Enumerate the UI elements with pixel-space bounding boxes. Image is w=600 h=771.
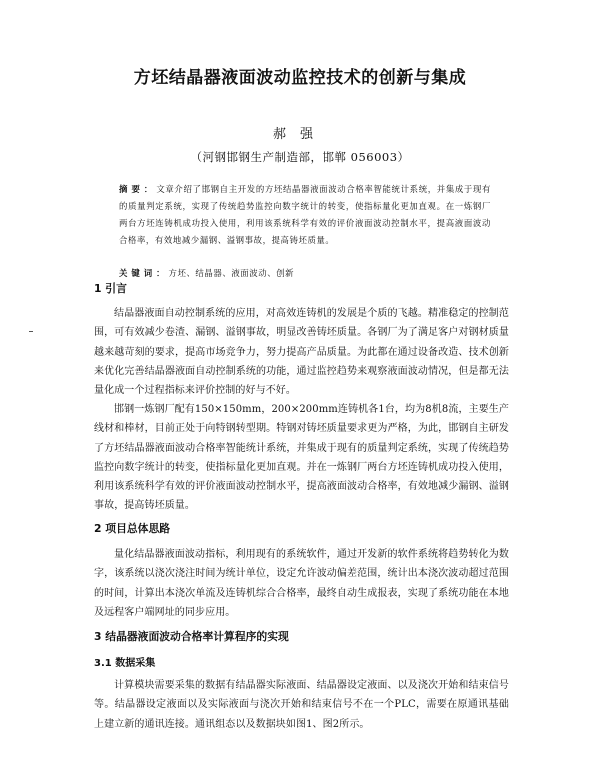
keywords [119,267,491,279]
author-name: 郝强 [272,127,327,142]
section-heading: 1 引言 [94,282,127,295]
author-affiliation: （河钢邯钢生产制造部，邯郸 056003） [190,150,410,164]
subsection-heading: 3.1 数据采集 [94,658,156,669]
keywords-text: 方坯、结晶器、液面波动、创新 [168,268,295,278]
section-heading: 2 项目总体思路 [94,522,171,535]
paper-title: 方坯结晶器液面波动监控技术的创新与集成 [133,68,467,88]
body-paragraph: 邯钢一炼钢厂配有150×150mm，200×200mm连铸机各1台，均为8机8流，主要生产线材和棒材，目前正处于向特钢转型期。特钢对铸坯质量要求更为严格，为此，邯钢自主研发了方坯结晶器液面波动合格率智能统计系统，并集成于现有的质量判定系统，实现了传统趋势监控向数字统计的转变，使指标量化更加直观。并在一炼钢厂两台方坯连铸机成功投入使用，利用该系统科学有效的评价液面波动控制水平，提高液面波动合格率，有效地减少漏钢、溢钢事故，提高铸坯质量。 [94,404,509,512]
body-paragraph: 量化结晶器液面波动指标，利用现有的系统软件，通过开发新的软件系统将趋势转化为数字，该系统以浇次浇注时间为统计单位，设定允许波动偏差范围，统计出本浇次波动超过范围的时间，计算出本浇次单流及连铸机综合合格率，最终自动生成报表，实现了系统功能在本地及远程客户端网址的同步应用。 [94,549,509,618]
keywords-label: 关键词： [119,268,169,278]
margin-mark [29,331,33,332]
body-paragraph: 计算模块需要采集的数据有结晶器实际液面、结晶器设定液面、以及浇次开始和结束信号等。结晶器设定液面以及实际液面与浇次开始和结束信号不在一个PLC，需要在原通讯基础上建立新的通讯连接。通讯组态以及数据块如图1、图2所示。 [94,680,509,730]
abstract-label: 摘要： [119,184,157,194]
abstract-text: 文章介绍了邯钢自主开发的方坯结晶器液面波动合格率智能统计系统，并集成于现有的质量判定系统，实现了传统趋势监控向数字统计的转变，使指标量化更加直观。在一炼钢厂两台方坯连铸机成功投入使用，利用该系统科学有效的评价液面波动控制水平，提高液面波动合格率，有效地减少漏钢、溢钢事故，提高铸坯质量。 [119,184,491,245]
body-paragraph: 结晶器液面自动控制系统的应用，对高效连铸机的发展是个质的飞越。精准稳定的控制范围，可有效减少卷渣、漏钢、溢钢事故，明显改善铸坯质量。各钢厂为了满足客户对钢材质量越来越苛刻的要求，提高市场竞争力，努力提高产品质量。为此都在通过设备改造、技术创新来优化完善结晶器液面自动控制系统的功能，通过监控趋势来观察液面波动情况，但是都无法量化成一个过程指标来评价控制的好与不好。 [94,308,509,397]
abstract [119,181,491,249]
section-heading: 3 结晶器液面波动合格率计算程序的实现 [94,630,289,643]
